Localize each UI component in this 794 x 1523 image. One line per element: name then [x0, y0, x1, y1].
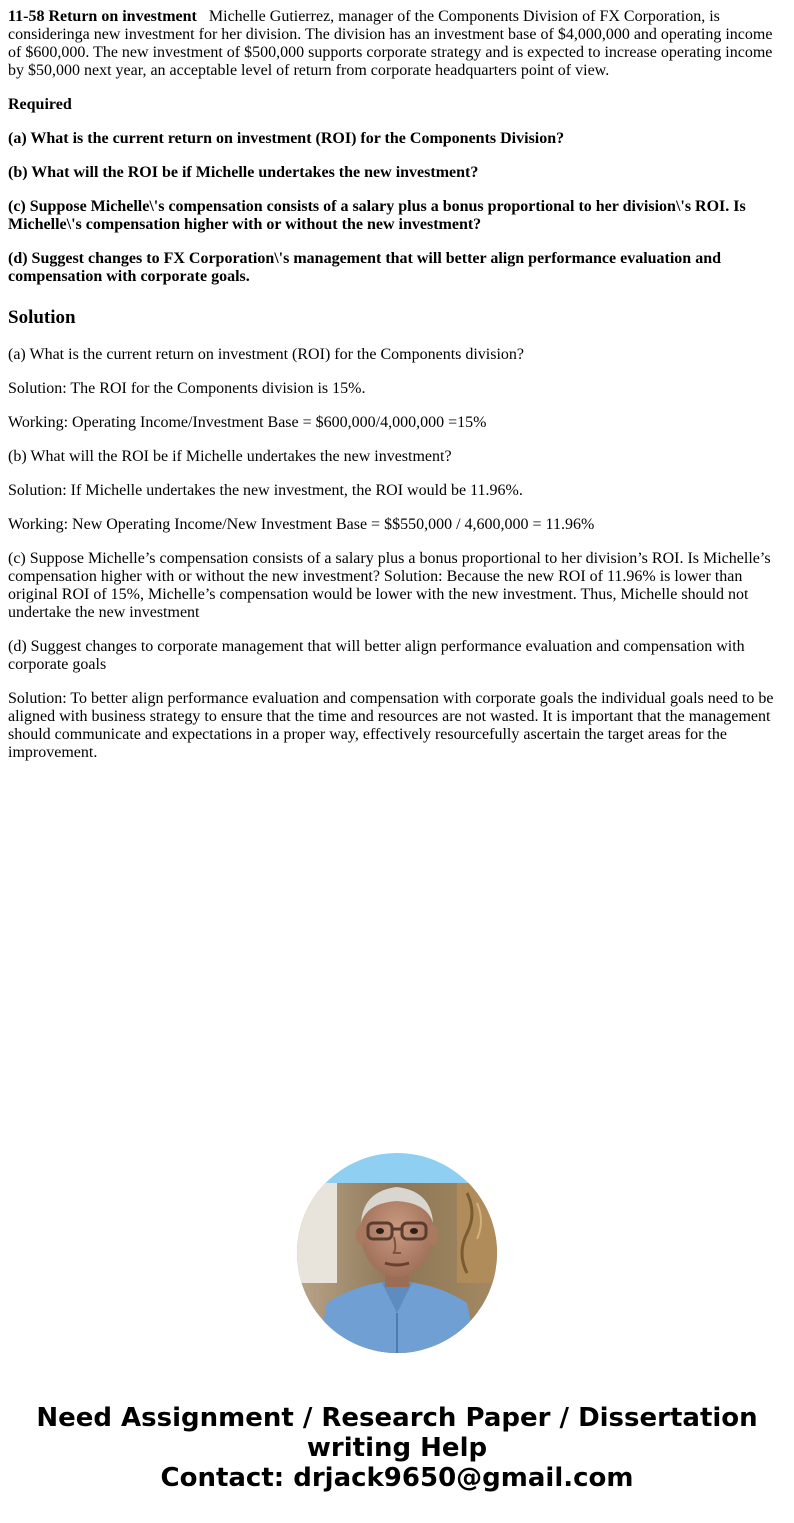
solution-paragraph: Solution: The ROI for the Components division is 15%.: [8, 380, 366, 397]
solution-paragraph: (c) Suppose Michelle’s compensation consists of a salary plus a bonus proportional to her division’s ROI. Is Michelle’s compensation higher with or without the new investment? Solution: Because the new ROI of 11.96% is lower than original ROI of 15%, Michelle’s compensation would be lower with the new investment. Thus, Michelle should not undertake the new investment: [8, 550, 771, 621]
solution-paragraph: Working: New Operating Income/New Investment Base = $$550,000 / 4,600,000 = 11.96%: [8, 516, 595, 533]
contact-footer: [0, 1403, 794, 1493]
solution-paragraph: Working: Operating Income/Investment Base = $600,000/4,000,000 =15%: [8, 414, 487, 431]
question-d: (d) Suggest changes to FX Corporation\'s management that will better align performance evaluation and compensation with corporate goals.: [8, 250, 721, 285]
problem-intro-paragraph: [8, 8, 778, 80]
problem-intro: Michelle Gutierrez, manager of the Components Division of FX Corporation, is consideringa new investment for her division. The division has an investment base of $4,000,000 and operating income of $600,000. The new investment of $500,000 supports corporate strategy and is expected to increase operating income by $50,000 next year, an acceptable level of return from corporate headquarters point of view.: [8, 8, 773, 79]
required-label: Required: [8, 96, 72, 113]
question-b: (b) What will the ROI be if Michelle undertakes the new investment?: [8, 164, 479, 181]
document-body: [8, 8, 778, 778]
portrait-image: [297, 1153, 497, 1353]
author-avatar: [297, 1153, 497, 1353]
problem-title: 11-58 Return on investment: [8, 8, 197, 25]
solution-paragraph: (a) What is the current return on investment (ROI) for the Components division?: [8, 346, 525, 363]
question-c: (c) Suppose Michelle\'s compensation consists of a salary plus a bonus proportional to her division\'s ROI. Is Michelle\'s compensation higher with or without the new investment?: [8, 198, 746, 233]
solution-paragraph: (d) Suggest changes to corporate management that will better align performance evaluation and compensation with corporate goals: [8, 638, 745, 673]
solution-paragraph: (b) What will the ROI be if Michelle undertakes the new investment?: [8, 448, 452, 465]
footer-line-2: writing Help: [306, 1433, 488, 1463]
solution-paragraph: Solution: To better align performance evaluation and compensation with corporate goals the individual goals need to be aligned with business strategy to ensure that the time and resources are not wasted. It is important that the management should communicate and expectations in a proper way, effectively resourcefully ascertain the target areas for the improvement.: [8, 690, 774, 761]
footer-line-1: Need Assignment / Research Paper / Dissertation: [36, 1403, 758, 1433]
solution-paragraph: Solution: If Michelle undertakes the new investment, the ROI would be 11.96%.: [8, 482, 523, 499]
question-a: (a) What is the current return on investment (ROI) for the Components Division?: [8, 130, 565, 147]
footer-contact-line: Contact: drjack9650@gmail.com: [160, 1463, 634, 1493]
solution-heading: Solution: [8, 307, 76, 328]
